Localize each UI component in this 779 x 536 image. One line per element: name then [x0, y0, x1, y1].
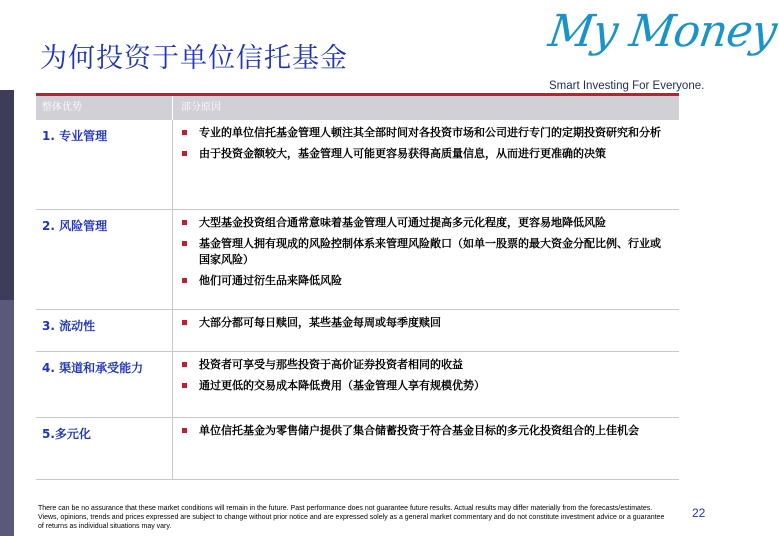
row-category: 3. 流动性 [36, 310, 173, 351]
bullet-icon [182, 151, 187, 156]
bullet-icon [182, 320, 187, 325]
row-points [173, 210, 679, 309]
left-bar-top [0, 0, 14, 90]
list-item: 他们可通过衍生品来降低风险 [181, 273, 671, 290]
bullet-icon [182, 428, 187, 433]
table-row [36, 352, 679, 418]
list-item: 专业的单位信托基金管理人顿注其全部时间对各投资市场和公司进行专门的定期投资研究和分析 [181, 125, 671, 142]
row-category: 2. 风险管理 [36, 210, 173, 309]
list-item: 单位信托基金为零售储户提供了集合储蓄投资于符合基金目标的多元化投资组合的上佳机会 [181, 423, 671, 440]
table-row [36, 310, 679, 352]
table-row [36, 120, 679, 210]
left-bar-mid [0, 300, 14, 536]
list-item: 通过更低的交易成本降低费用（基金管理人享有规模优势） [181, 378, 671, 395]
logo-script: My Money [545, 6, 779, 57]
list-item: 由于投资金额较大，基金管理人可能更容易获得高质量信息，从而进行更准确的决策 [181, 146, 671, 163]
table-row [36, 418, 679, 480]
row-points [173, 310, 679, 351]
bullet-icon [182, 362, 187, 367]
page-title: 为何投资于单位信托基金 [40, 43, 348, 74]
list-item: 大部分都可每日赎回，某些基金每周或每季度赎回 [181, 315, 671, 332]
bullet-icon [182, 220, 187, 225]
left-accent-bar [0, 0, 14, 536]
row-points [173, 418, 679, 479]
list-item: 投资者可享受与那些投资于高价证券投资者相同的收益 [181, 357, 671, 374]
row-points [173, 352, 679, 417]
row-category: 1. 专业管理 [36, 120, 173, 209]
advantages-table [36, 96, 679, 480]
my-money-logo [545, 6, 779, 94]
bullet-icon [182, 130, 187, 135]
page-number: 22 [692, 506, 706, 520]
header-reasons: 部分原因 [181, 102, 221, 113]
table-header [36, 96, 679, 120]
row-category: 4. 渠道和承受能力 [36, 352, 173, 417]
header-overall-advantage: 整体优势 [36, 96, 173, 120]
list-item: 基金管理人拥有现成的风险控制体系来管理风险敞口（如单一股票的最大资金分配比例、行业或国家风险） [181, 236, 671, 269]
table-row [36, 210, 679, 310]
disclaimer-text: There can be no assurance that these market conditions will remain in the future. Past performance does not guarantee future results. Actual results may differ materially from the forecasts/estimates. Views, opinions, trends and prices expressed are subject to change without prior notice and are expressed solely as a general market commentary and do not constitute investment advice or a guarantee of returns as individual situations may vary. [38, 505, 665, 530]
list-item: 大型基金投资组合通常意味着基金管理人可通过提高多元化程度，更容易地降低风险 [181, 215, 671, 232]
logo-tagline: Smart Investing For Everyone. [549, 80, 705, 92]
bullet-icon [182, 278, 187, 283]
row-category: 5.多元化 [36, 418, 173, 479]
row-points [173, 120, 679, 209]
bullet-icon [182, 383, 187, 388]
bullet-icon [182, 241, 187, 246]
